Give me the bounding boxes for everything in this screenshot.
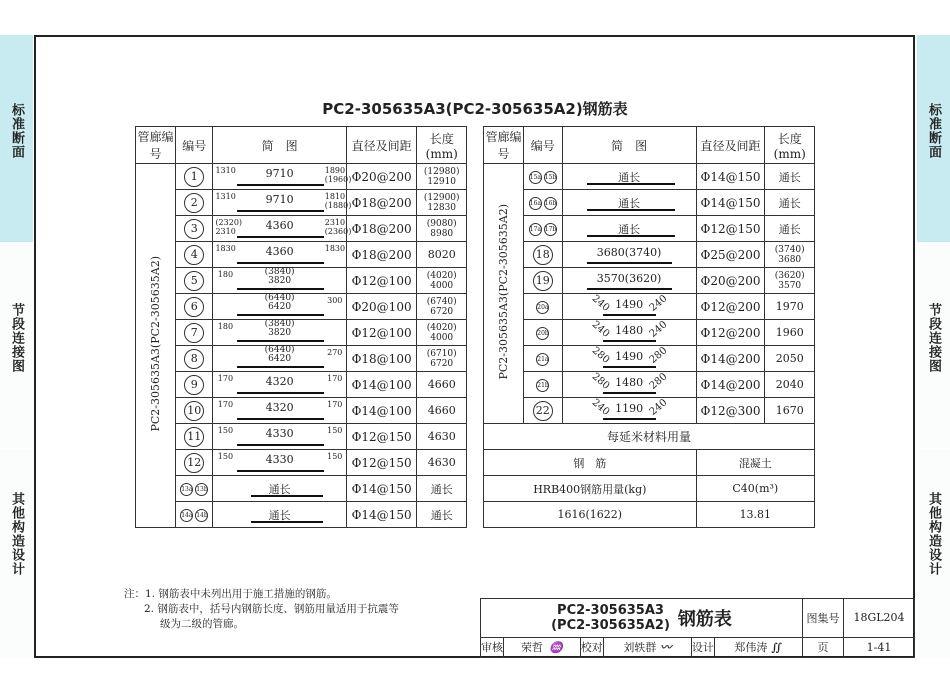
table-row bbox=[484, 372, 815, 398]
bar-sketch-cell bbox=[213, 424, 346, 450]
bar-sketch-cell bbox=[562, 294, 696, 320]
bar-label: (6440) 6420 bbox=[264, 344, 295, 364]
bar-len: (3620) 3570 bbox=[765, 268, 815, 294]
page-title: PC2-305635A3(PC2-305635A2)钢筋表 bbox=[322, 100, 628, 118]
bar-sketch bbox=[213, 504, 345, 526]
bar-number-icon: 17a bbox=[529, 223, 542, 236]
bar-sketch bbox=[213, 191, 352, 214]
bar-sketch-cell bbox=[213, 346, 346, 372]
note-1: 1. 钢筋表中未列出用于施工措施的钢筋。 bbox=[145, 588, 337, 600]
bar-label: 4320 bbox=[265, 374, 294, 388]
bar-right-leg: 1890 (1960) bbox=[324, 165, 352, 184]
table-row bbox=[136, 216, 467, 242]
bar-left-leg: (2320) 2310 bbox=[215, 217, 243, 236]
table-row bbox=[484, 164, 815, 190]
bar-label: 1480 bbox=[615, 323, 644, 337]
header-sketch-r: 简 图 bbox=[562, 127, 696, 164]
bar-right-leg: 270 bbox=[327, 347, 343, 357]
bar-dia: Φ14@150 bbox=[346, 476, 417, 502]
bar-sketch bbox=[563, 344, 696, 370]
header-dia: 直径及间距 bbox=[346, 127, 417, 164]
bar-sketch bbox=[213, 426, 345, 448]
bar-line bbox=[603, 392, 656, 394]
header-no-r: 编号 bbox=[524, 127, 563, 164]
bar-line bbox=[237, 210, 323, 212]
bar-no bbox=[176, 294, 213, 320]
note-2: 2. 钢筋表中，括号内钢筋长度、钢筋用量适用于抗震等 bbox=[144, 603, 399, 615]
bar-sketch-cell bbox=[213, 190, 352, 216]
bar-sketch bbox=[563, 370, 696, 396]
bar-number-icon: 5 bbox=[184, 271, 204, 291]
bar-number-icon: 11 bbox=[184, 427, 204, 447]
material-title: 每延米材料用量 bbox=[484, 424, 815, 450]
bar-len: (6710) 6720 bbox=[417, 346, 467, 372]
bar-left-leg: 240 bbox=[589, 318, 611, 340]
bar-number-icon: 22 bbox=[533, 401, 553, 421]
bar-number-icon: 20b bbox=[536, 327, 549, 340]
bar-dia: Φ12@150 bbox=[346, 424, 417, 450]
bar-sketch bbox=[563, 166, 696, 188]
bar-sketch bbox=[563, 270, 696, 292]
header-len-r: 长度(mm) bbox=[765, 127, 815, 164]
bar-no bbox=[176, 502, 213, 528]
drawing-name-line2: (PC2-305635A2) bbox=[551, 617, 670, 633]
header-corridor: 管廊编号 bbox=[136, 127, 176, 164]
bar-dia: Φ18@100 bbox=[346, 346, 417, 372]
bar-right-leg: 1810 (1880) bbox=[324, 191, 352, 210]
bar-sketch-cell bbox=[562, 242, 696, 268]
bar-sketch bbox=[213, 165, 352, 188]
header-dia-r: 直径及间距 bbox=[696, 127, 765, 164]
bar-sketch-cell bbox=[562, 268, 696, 294]
bar-sketch-cell bbox=[213, 320, 346, 346]
bar-right-leg: 280 bbox=[647, 370, 669, 392]
bar-sketch-cell bbox=[562, 346, 696, 372]
bar-left-leg: 150 bbox=[217, 451, 234, 461]
table-row bbox=[136, 502, 467, 528]
table-row bbox=[136, 476, 467, 502]
bar-number-icon: 14b bbox=[195, 509, 208, 522]
bar-len: 4660 bbox=[417, 372, 467, 398]
checker-name: 刘轶群 〰 bbox=[603, 637, 691, 657]
bar-len: 2040 bbox=[765, 372, 815, 398]
bar-left-leg: 280 bbox=[589, 344, 611, 366]
side-tab-standard-section[interactable]: 标准断面 bbox=[0, 35, 33, 242]
bar-label: (6440) 6420 bbox=[264, 292, 295, 312]
bar-number-icon: 18 bbox=[533, 245, 553, 265]
bar-number-icon: 16a bbox=[529, 197, 542, 210]
bar-sketch bbox=[213, 318, 345, 344]
bar-left-leg: 180 bbox=[217, 269, 234, 279]
notes bbox=[124, 587, 399, 632]
bar-line bbox=[237, 288, 323, 290]
bar-sketch-cell bbox=[562, 398, 696, 424]
bar-dia: Φ18@200 bbox=[346, 216, 417, 242]
bar-right-leg: 150 bbox=[327, 451, 343, 461]
bar-no bbox=[176, 424, 213, 450]
bar-dia: Φ12@300 bbox=[696, 398, 765, 424]
bar-number-icon: 13a bbox=[180, 483, 193, 496]
rebar-table-left bbox=[135, 126, 467, 528]
bar-no bbox=[524, 190, 563, 216]
material-concrete-header: 混凝土 bbox=[696, 450, 814, 476]
bar-no bbox=[176, 450, 213, 476]
bar-line bbox=[237, 470, 323, 472]
bar-dia: Φ20@200 bbox=[696, 268, 765, 294]
designer-name: 郑伟涛 ∬ bbox=[714, 637, 802, 657]
bar-left-leg: 1830 bbox=[215, 243, 236, 253]
bar-no bbox=[524, 398, 563, 424]
bar-label: 3680(3740) bbox=[596, 245, 662, 259]
bar-number-icon: 1 bbox=[184, 167, 204, 187]
check-label: 校对 bbox=[580, 637, 603, 657]
design-label: 设计 bbox=[691, 637, 714, 657]
bar-label: 通长 bbox=[618, 170, 641, 184]
table-row bbox=[136, 164, 467, 190]
bar-dia: Φ20@200 bbox=[346, 164, 417, 190]
bar-sketch bbox=[213, 374, 345, 396]
title-block bbox=[480, 598, 915, 658]
bar-left-leg: 180 bbox=[217, 321, 234, 331]
bar-number-icon: 9 bbox=[184, 375, 204, 395]
bar-dia: Φ12@200 bbox=[696, 294, 765, 320]
bar-dia: Φ18@200 bbox=[346, 242, 417, 268]
rebar-table-right bbox=[483, 126, 815, 528]
bar-len: 2050 bbox=[765, 346, 815, 372]
bar-len: 4630 bbox=[417, 450, 467, 476]
table-row bbox=[484, 320, 815, 346]
bar-number-icon: 12 bbox=[184, 453, 204, 473]
bar-dia: Φ12@150 bbox=[696, 216, 765, 242]
bar-label: 3570(3620) bbox=[596, 271, 662, 285]
bar-label: 9710 bbox=[265, 166, 294, 180]
bar-right-leg: 240 bbox=[647, 318, 669, 340]
drawing-name bbox=[481, 599, 803, 638]
bar-no bbox=[524, 346, 563, 372]
bar-right-leg: 150 bbox=[327, 425, 343, 435]
bar-right-leg: 280 bbox=[647, 344, 669, 366]
bar-line bbox=[237, 236, 323, 238]
table-row bbox=[136, 346, 467, 372]
bar-sketch-cell bbox=[213, 450, 346, 476]
bar-number-icon: 15b bbox=[544, 171, 557, 184]
header-len: 长度(mm) bbox=[417, 127, 467, 164]
bar-line bbox=[237, 184, 323, 186]
bar-no bbox=[524, 242, 563, 268]
bar-sketch bbox=[213, 244, 345, 266]
bar-sketch-cell bbox=[213, 476, 346, 502]
notes-label: 注： bbox=[124, 588, 145, 600]
bar-right-leg: 240 bbox=[647, 292, 669, 314]
bar-sketch-cell bbox=[562, 164, 696, 190]
bar-sketch bbox=[563, 244, 696, 266]
table-row bbox=[484, 242, 815, 268]
bar-line bbox=[237, 418, 323, 420]
bar-len: (3740) 3680 bbox=[765, 242, 815, 268]
bar-line bbox=[603, 418, 656, 420]
bar-dia: Φ12@150 bbox=[346, 450, 417, 476]
bar-sketch bbox=[563, 292, 696, 318]
bar-number-icon: 19 bbox=[533, 271, 553, 291]
bar-number-icon: 8 bbox=[184, 349, 204, 369]
bar-sketch bbox=[563, 396, 696, 422]
bar-number-icon: 4 bbox=[184, 245, 204, 265]
bar-sketch bbox=[213, 292, 345, 318]
bar-label: 1490 bbox=[615, 297, 644, 311]
bar-label: 1190 bbox=[615, 401, 644, 415]
bar-sketch-cell bbox=[562, 320, 696, 346]
bar-right-leg: 170 bbox=[327, 373, 343, 383]
bar-dia: Φ14@150 bbox=[696, 164, 765, 190]
table-row bbox=[136, 190, 467, 216]
bar-sketch-cell bbox=[213, 294, 346, 320]
table-row bbox=[484, 216, 815, 242]
table-row bbox=[136, 398, 467, 424]
reviewer-signature: ♒ bbox=[549, 641, 563, 655]
bar-label: 4330 bbox=[265, 426, 294, 440]
bar-number-icon: 3 bbox=[184, 219, 204, 239]
bar-no bbox=[524, 268, 563, 294]
bar-len: 通长 bbox=[765, 164, 815, 190]
bar-len: 1670 bbox=[765, 398, 815, 424]
bar-dia: Φ14@200 bbox=[696, 372, 765, 398]
bar-sketch-cell bbox=[213, 216, 352, 242]
side-tab-segment-joint-right[interactable]: 节段连接图 bbox=[917, 243, 950, 448]
header-no: 编号 bbox=[176, 127, 213, 164]
bar-line bbox=[587, 262, 672, 264]
bar-sketch bbox=[213, 478, 345, 500]
bar-label: 4320 bbox=[265, 400, 294, 414]
bar-left-leg: 150 bbox=[217, 425, 234, 435]
corridor-id-r: PC2-305635A3(PC2-305635A2) bbox=[484, 164, 524, 424]
bar-line bbox=[237, 444, 323, 446]
bar-sketch bbox=[563, 192, 696, 214]
bar-sketch-cell bbox=[213, 242, 346, 268]
bar-dia: Φ14@150 bbox=[346, 502, 417, 528]
bar-len: 4660 bbox=[417, 398, 467, 424]
bar-sketch-cell bbox=[562, 216, 696, 242]
bar-left-leg: 1310 bbox=[215, 165, 236, 175]
bar-dia: Φ14@100 bbox=[346, 398, 417, 424]
bar-sketch bbox=[213, 266, 345, 292]
bar-number-icon: 6 bbox=[184, 297, 204, 317]
bar-no bbox=[524, 320, 563, 346]
bar-label: 通长 bbox=[618, 196, 641, 210]
bar-no bbox=[176, 216, 213, 242]
bar-no bbox=[176, 190, 213, 216]
bar-line bbox=[587, 288, 672, 290]
bar-line bbox=[237, 366, 323, 368]
bar-label: 4360 bbox=[265, 218, 294, 232]
bar-sketch-cell bbox=[213, 398, 346, 424]
material-steel-header: 钢 筋 bbox=[484, 450, 697, 476]
bar-number-icon: 13b bbox=[195, 483, 208, 496]
bar-number-icon: 10 bbox=[184, 401, 204, 421]
checker-signature: 〰 bbox=[660, 641, 672, 655]
header-corridor-r: 管廊编号 bbox=[484, 127, 524, 164]
bar-right-leg: 170 bbox=[327, 399, 343, 409]
bar-number-icon: 15a bbox=[529, 171, 542, 184]
bar-no bbox=[524, 164, 563, 190]
bar-dia: Φ20@100 bbox=[346, 294, 417, 320]
table-row bbox=[136, 320, 467, 346]
bar-len: (12980) 12910 bbox=[417, 164, 467, 190]
bar-line bbox=[603, 366, 656, 368]
material-steel-label: HRB400钢筋用量(kg) bbox=[484, 476, 697, 502]
bar-dia: Φ14@200 bbox=[696, 346, 765, 372]
bar-no bbox=[176, 398, 213, 424]
bar-sketch-cell bbox=[213, 372, 346, 398]
table-row bbox=[484, 268, 815, 294]
table-row bbox=[484, 294, 815, 320]
table-row bbox=[136, 450, 467, 476]
bar-sketch bbox=[213, 452, 345, 474]
bar-len: 1970 bbox=[765, 294, 815, 320]
bar-sketch-cell bbox=[562, 372, 696, 398]
designer-signature: ∬ bbox=[771, 641, 783, 655]
bar-len: 1960 bbox=[765, 320, 815, 346]
atlas-number: 18GL204 bbox=[844, 599, 915, 638]
bar-dia: Φ12@100 bbox=[346, 320, 417, 346]
bar-sketch-cell bbox=[213, 502, 346, 528]
bar-dia: Φ12@100 bbox=[346, 268, 417, 294]
bar-no bbox=[176, 372, 213, 398]
bar-sketch bbox=[563, 318, 696, 344]
bar-len: 通长 bbox=[417, 476, 467, 502]
table-row bbox=[136, 372, 467, 398]
bar-number-icon: 21a bbox=[536, 353, 549, 366]
material-steel-value: 1616(1622) bbox=[484, 502, 697, 528]
page-label: 页 bbox=[803, 637, 844, 657]
bar-len: (4020) 4000 bbox=[417, 268, 467, 294]
bar-right-leg: 1830 bbox=[324, 243, 346, 253]
bar-sketch-cell bbox=[213, 268, 346, 294]
material-concrete-label: C40(m³) bbox=[696, 476, 814, 502]
bar-left-leg: 280 bbox=[589, 370, 611, 392]
bar-len: 通长 bbox=[765, 216, 815, 242]
bar-number-icon: 21b bbox=[536, 379, 549, 392]
bar-label: 通长 bbox=[618, 222, 641, 236]
bar-line bbox=[237, 262, 323, 264]
header-sketch: 简 图 bbox=[213, 127, 346, 164]
bar-dia: Φ18@200 bbox=[346, 190, 417, 216]
page-number: 1-41 bbox=[844, 637, 915, 657]
bar-dia: Φ14@100 bbox=[346, 372, 417, 398]
bar-number-icon: 17b bbox=[544, 223, 557, 236]
bar-dia: Φ14@150 bbox=[696, 190, 765, 216]
table-row bbox=[484, 398, 815, 424]
table-row bbox=[484, 190, 815, 216]
bar-dia: Φ25@200 bbox=[696, 242, 765, 268]
reviewer-name: 荣哲 ♒ bbox=[504, 637, 581, 657]
drawing-name-line1: PC2-305635A3 bbox=[557, 602, 664, 618]
bar-no bbox=[524, 372, 563, 398]
bar-number-icon: 14a bbox=[180, 509, 193, 522]
table-row bbox=[136, 294, 467, 320]
bar-left-leg: 1310 bbox=[215, 191, 236, 201]
bar-line bbox=[237, 340, 323, 342]
bar-number-icon: 2 bbox=[184, 193, 204, 213]
bar-label: 1480 bbox=[615, 375, 644, 389]
bar-len: (6740) 6720 bbox=[417, 294, 467, 320]
bar-dia: Φ12@200 bbox=[696, 320, 765, 346]
corridor-id: PC2-305635A3(PC2-305635A2) bbox=[136, 164, 176, 528]
bar-label: 4330 bbox=[265, 452, 294, 466]
bar-label: 通长 bbox=[268, 508, 291, 522]
bar-line bbox=[603, 314, 656, 316]
bar-no bbox=[524, 294, 563, 320]
side-tab-other-design-right[interactable]: 其他构造设计 bbox=[917, 449, 950, 658]
table-row bbox=[136, 268, 467, 294]
bar-left-leg: 240 bbox=[589, 396, 611, 418]
side-tab-segment-joint[interactable]: 节段连接图 bbox=[0, 243, 33, 448]
bar-right-leg: 240 bbox=[647, 396, 669, 418]
drawing-name-suffix: 钢筋表 bbox=[677, 608, 732, 630]
bar-label: (3840) 3820 bbox=[264, 318, 295, 338]
bar-sketch bbox=[213, 400, 345, 422]
bar-label: 9710 bbox=[265, 192, 294, 206]
bar-line bbox=[237, 392, 323, 394]
table-row bbox=[136, 242, 467, 268]
side-tab-standard-section-right[interactable]: 标准断面 bbox=[917, 35, 950, 242]
review-label: 审核 bbox=[481, 637, 504, 657]
bar-no bbox=[176, 268, 213, 294]
bar-len: 8020 bbox=[417, 242, 467, 268]
bar-no bbox=[176, 320, 213, 346]
bar-len: 通长 bbox=[417, 502, 467, 528]
bar-right-leg: 300 bbox=[327, 295, 343, 305]
bar-len: 4630 bbox=[417, 424, 467, 450]
material-concrete-value: 13.81 bbox=[696, 502, 814, 528]
bar-no bbox=[524, 216, 563, 242]
bar-len: (4020) 4000 bbox=[417, 320, 467, 346]
bar-sketch bbox=[213, 344, 345, 370]
bar-line bbox=[603, 340, 656, 342]
table-row bbox=[484, 346, 815, 372]
bar-sketch bbox=[213, 217, 352, 240]
bar-sketch bbox=[563, 218, 696, 240]
bar-left-leg: 170 bbox=[217, 373, 234, 383]
bar-number-icon: 20a bbox=[536, 301, 549, 314]
side-tab-other-design[interactable]: 其他构造设计 bbox=[0, 449, 33, 658]
bar-len: (12900) 12830 bbox=[417, 190, 467, 216]
bar-label: (3840) 3820 bbox=[264, 266, 295, 286]
bar-sketch-cell bbox=[562, 190, 696, 216]
bar-right-leg: 2310 (2360) bbox=[324, 217, 352, 236]
bar-label: 4360 bbox=[265, 244, 294, 258]
bar-number-icon: 7 bbox=[184, 323, 204, 343]
bar-no bbox=[176, 242, 213, 268]
bar-number-icon: 16b bbox=[544, 197, 557, 210]
bar-line bbox=[237, 314, 323, 316]
bar-label: 通长 bbox=[268, 482, 291, 496]
bar-no bbox=[176, 346, 213, 372]
table-row bbox=[136, 424, 467, 450]
atlas-label: 图集号 bbox=[803, 599, 844, 638]
bar-sketch-cell bbox=[213, 164, 352, 190]
bar-left-leg: 170 bbox=[217, 399, 234, 409]
bar-no bbox=[176, 164, 213, 190]
bar-label: 1490 bbox=[615, 349, 644, 363]
bar-len: (9080) 8980 bbox=[417, 216, 467, 242]
note-2-cont: 级为二级的管廊。 bbox=[160, 618, 244, 630]
bar-left-leg: 240 bbox=[589, 292, 611, 314]
bar-len: 通长 bbox=[765, 190, 815, 216]
bar-no bbox=[176, 476, 213, 502]
